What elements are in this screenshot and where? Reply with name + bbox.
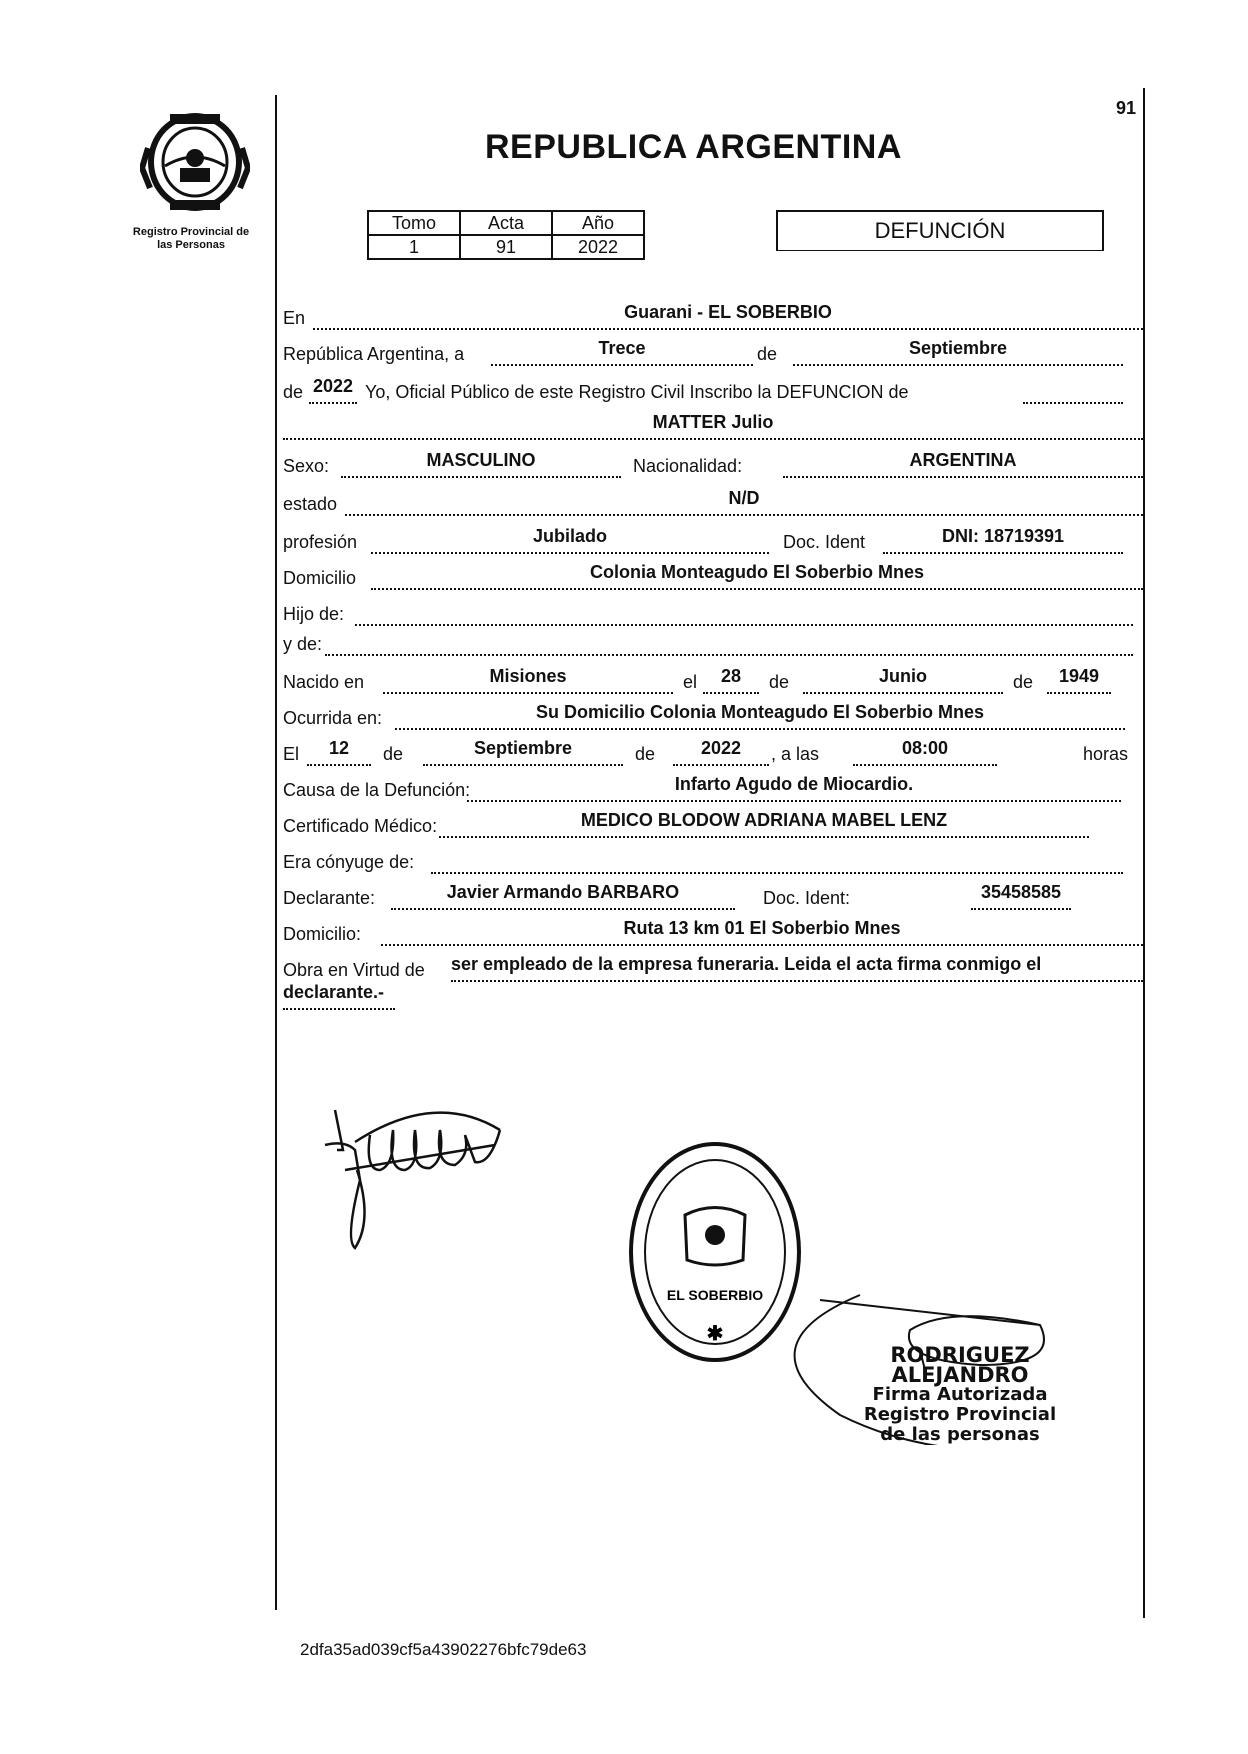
- causa-field: [467, 772, 1121, 802]
- declarante-label: Declarante:: [283, 888, 376, 908]
- officer-line-2: Registro Provincial: [863, 1404, 1057, 1425]
- doc-ident-field: [883, 524, 1123, 554]
- conyuge-label: Era cónyuge de:: [283, 852, 415, 872]
- declarante-doc-value: 35458585: [980, 882, 1062, 902]
- doc-ident-label: Doc. Ident: [783, 532, 866, 552]
- document-title: REPUBLICA ARGENTINA: [485, 128, 902, 166]
- row-birth: [283, 664, 1143, 692]
- row-year: [283, 374, 1143, 402]
- registry-label: [112, 226, 270, 252]
- declarante-doc-field: [971, 880, 1071, 910]
- declarant-signature: [315, 1070, 505, 1250]
- row-obra: [283, 952, 1143, 980]
- declarante-value: Javier Armando BARBARO: [446, 882, 680, 902]
- inscribo-blank: [1023, 374, 1123, 404]
- causa-value: Infarto Agudo de Miocardio.: [674, 774, 914, 794]
- row-profession: [283, 524, 1143, 552]
- de-label: de: [757, 344, 778, 364]
- death-day: 12: [328, 738, 350, 758]
- declarante-domicilio-label: Domicilio:: [283, 924, 362, 944]
- officer-block: [820, 1345, 1100, 1445]
- row-address: [283, 560, 1143, 588]
- record-table-header-row: [368, 211, 644, 235]
- registry-label-line-1: Registro Provincial de: [132, 226, 250, 238]
- year-label: de: [283, 382, 304, 402]
- sexo-value: MASCULINO: [426, 450, 536, 470]
- nacionalidad-value: ARGENTINA: [909, 450, 1017, 470]
- tomo-value: 1: [368, 235, 460, 259]
- death-month: Septiembre: [473, 738, 573, 758]
- record-type-box: DEFUNCIÓN: [776, 210, 1104, 251]
- row-obra-2: [283, 980, 1143, 1008]
- certificado-label: Certificado Médico:: [283, 816, 438, 836]
- estado-value: N/D: [728, 488, 760, 508]
- certificado-field: [439, 808, 1089, 838]
- official-stamp: [625, 1140, 805, 1370]
- republica-label: República Argentina, a: [283, 344, 465, 364]
- death-de-label-1: de: [383, 744, 404, 764]
- row-medical-certificate: [283, 808, 1143, 836]
- doc-ident-value: DNI: 18719391: [941, 526, 1065, 546]
- en-label: En: [283, 308, 306, 328]
- sexo-label: Sexo:: [283, 456, 330, 476]
- declarante-field: [391, 880, 735, 910]
- misiones-province-emblem-icon: [140, 108, 250, 216]
- row-cause: [283, 772, 1143, 800]
- death-de-label-2: de: [635, 744, 656, 764]
- right-margin-line: [1143, 88, 1145, 1618]
- row-sex: [283, 448, 1143, 476]
- horas-label: horas: [1083, 744, 1129, 764]
- estado-field: [345, 486, 1143, 516]
- death-day-field: [307, 736, 371, 766]
- nacido-value: Misiones: [489, 666, 567, 686]
- obra-label: Obra en Virtud de: [283, 960, 425, 980]
- death-year: 2022: [700, 738, 742, 758]
- birth-de-label-2: de: [1013, 672, 1034, 692]
- death-time-field: [853, 736, 997, 766]
- row-death-date: [283, 736, 1143, 764]
- estado-label: estado: [283, 494, 338, 514]
- nacido-label: Nacido en: [283, 672, 365, 692]
- year-value: 2022: [312, 376, 354, 396]
- hijo-label: Hijo de:: [283, 604, 345, 624]
- page-number: 91: [1116, 98, 1137, 118]
- star-icon: ✱: [706, 1323, 724, 1345]
- domicilio-label: Domicilio: [283, 568, 357, 588]
- el-label: el: [683, 672, 698, 692]
- anio-header: Año: [552, 211, 644, 235]
- month-field: [793, 336, 1123, 366]
- birth-month: Junio: [879, 666, 927, 686]
- conyuge-field: [431, 844, 1123, 874]
- officer-name: RODRIGUEZ ALEJANDRO: [890, 1343, 1030, 1387]
- acta-value: 91: [460, 235, 552, 259]
- declarante-doc-label: Doc. Ident:: [763, 888, 851, 908]
- inscribo-text: Yo, Oficial Público de este Registro Civil Inscribo la DEFUNCION de: [365, 382, 909, 402]
- year-field: [309, 374, 357, 404]
- death-month-field: [423, 736, 623, 766]
- deceased-name-field: [283, 410, 1143, 440]
- ocurrida-value: Su Domicilio Colonia Monteagudo El Soberbio Mnes: [535, 702, 984, 722]
- hijo-field: [355, 596, 1133, 626]
- stamp-inner-text: EL SOBERBIO: [666, 1287, 764, 1303]
- month-value: Septiembre: [908, 338, 1008, 358]
- row-location: [283, 300, 1143, 328]
- en-value: Guarani - EL SOBERBIO: [624, 302, 832, 322]
- birth-month-field: [803, 664, 1003, 694]
- obra-field: [451, 952, 1143, 982]
- nacionalidad-label: Nacionalidad:: [633, 456, 743, 476]
- ocurrida-label: Ocurrida en:: [283, 708, 383, 728]
- domicilio-value: Colonia Monteagudo El Soberbio Mnes: [589, 562, 924, 582]
- record-table: [367, 210, 645, 260]
- record-table-value-row: [368, 235, 644, 259]
- birth-year: 1949: [1058, 666, 1100, 686]
- certificado-value: MEDICO BLODOW ADRIANA MABEL LENZ: [580, 810, 948, 830]
- declarante-domicilio-value: Ruta 13 km 01 El Soberbio Mnes: [623, 918, 901, 938]
- yde-field: [325, 626, 1133, 656]
- yde-label: y de:: [283, 634, 323, 654]
- domicilio-field: [371, 560, 1143, 590]
- obra-value-line-2: declarante.-: [283, 982, 385, 1002]
- left-margin-line: [275, 95, 277, 1610]
- day-field: [491, 336, 753, 366]
- en-field: [313, 300, 1143, 330]
- death-time: 08:00: [901, 738, 949, 758]
- registry-label-line-2: las Personas: [157, 239, 225, 251]
- anio-value: 2022: [552, 235, 644, 259]
- row-declarant-address: [283, 916, 1143, 944]
- sexo-field: [341, 448, 621, 478]
- nacionalidad-field: [783, 448, 1143, 478]
- birth-day-field: [703, 664, 759, 694]
- deceased-name: MATTER Julio: [652, 412, 774, 432]
- obra-value-line-1: ser empleado de la empresa funeraria. Leida el acta firma conmigo el: [451, 954, 1042, 974]
- alas-label: , a las: [771, 744, 820, 764]
- declarante-domicilio-field: [381, 916, 1143, 946]
- birth-year-field: [1047, 664, 1111, 694]
- profesion-value: Jubilado: [532, 526, 607, 546]
- document-hash: 2dfa35ad039cf5a43902276bfc79de63: [300, 1640, 587, 1659]
- row-spouse: [283, 844, 1143, 872]
- row-deceased-name: [283, 410, 1143, 438]
- tomo-header: Tomo: [368, 211, 460, 235]
- causa-label: Causa de la Defunción:: [283, 780, 471, 800]
- row-civil-status: [283, 486, 1143, 514]
- row-parent-2: [283, 626, 1143, 654]
- profesion-label: profesión: [283, 532, 358, 552]
- ocurrida-field: [395, 700, 1125, 730]
- birth-de-label-1: de: [769, 672, 790, 692]
- profesion-field: [371, 524, 769, 554]
- row-declarant: [283, 880, 1143, 908]
- birth-day: 28: [720, 666, 742, 686]
- row-date: [283, 336, 1143, 364]
- officer-line-3: de las personas: [880, 1424, 1040, 1445]
- row-death-place: [283, 700, 1143, 728]
- row-parent-1: [283, 596, 1143, 624]
- officer-line-1: Firma Autorizada: [872, 1384, 1048, 1405]
- death-year-field: [673, 736, 769, 766]
- acta-header: Acta: [460, 211, 552, 235]
- death-el-label: El: [283, 744, 300, 764]
- day-value: Trece: [598, 338, 646, 358]
- obra-field-2: [283, 980, 395, 1010]
- nacido-field: [383, 664, 673, 694]
